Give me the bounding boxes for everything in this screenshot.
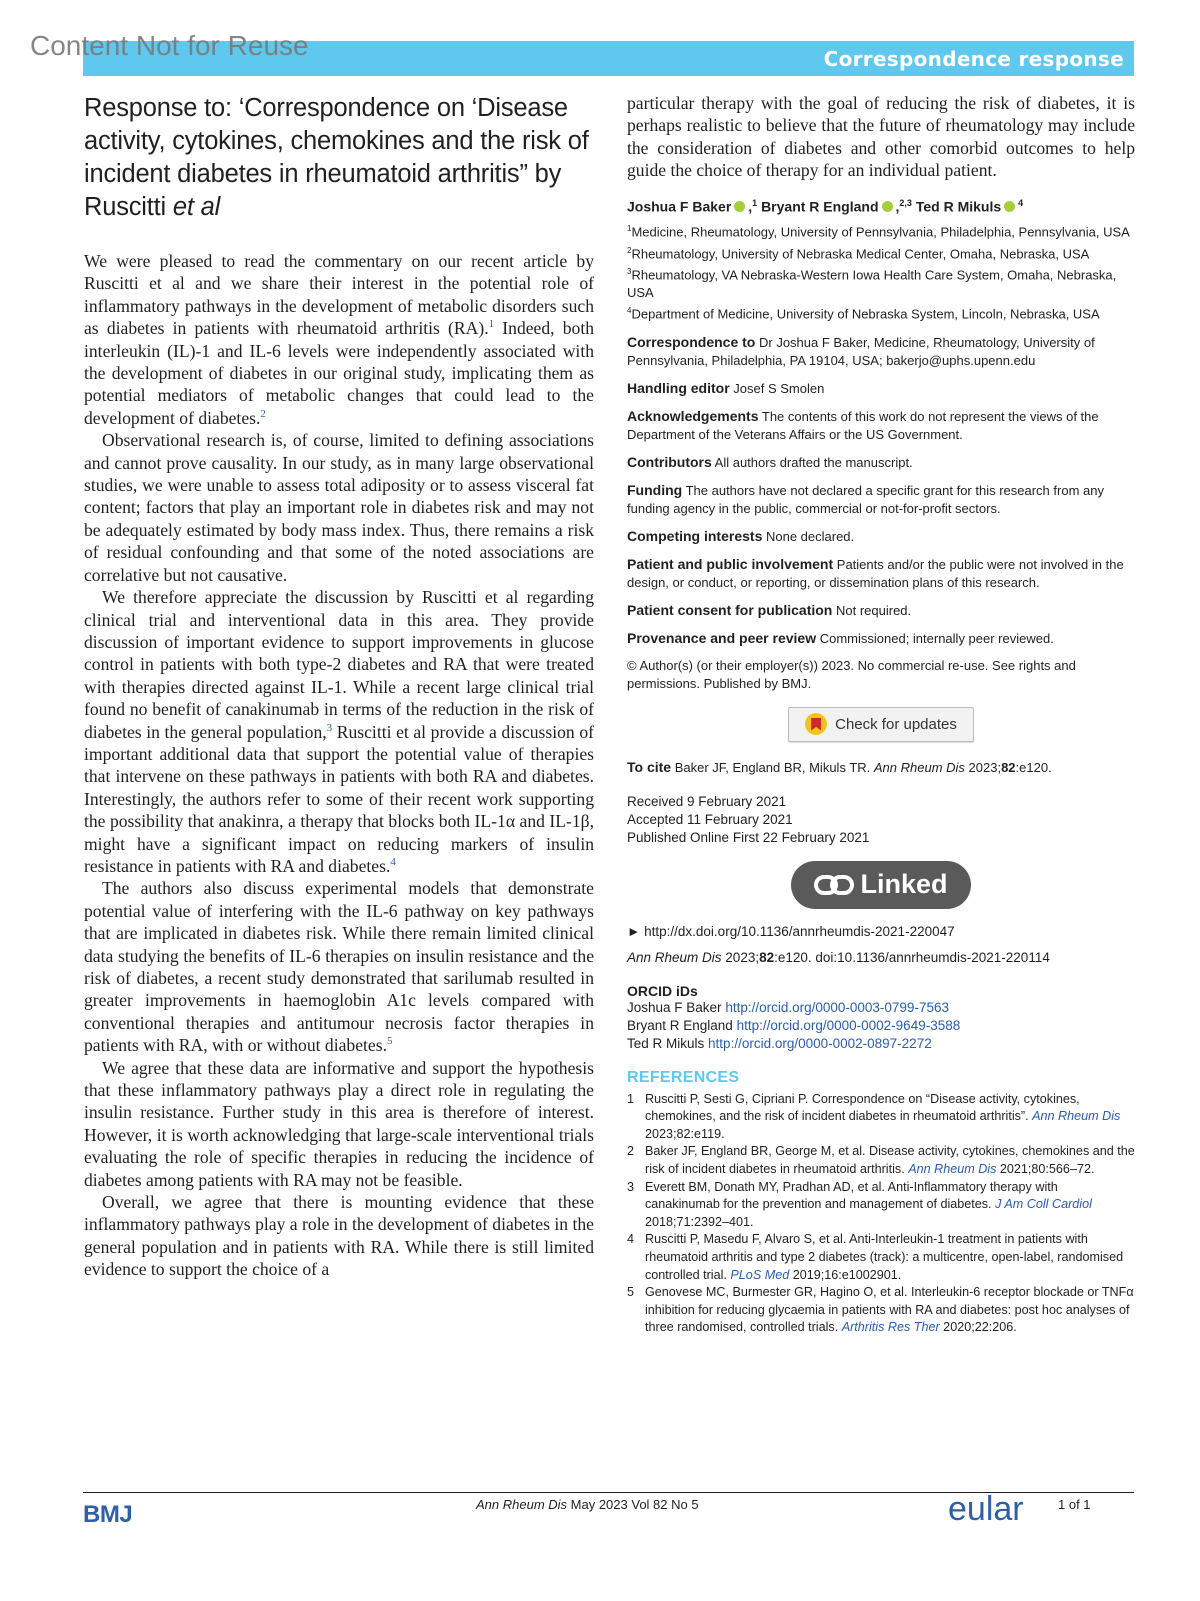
patient-public-involvement <box>627 555 1135 592</box>
orcid-entry <box>627 1035 1135 1053</box>
paragraph-3 <box>84 586 594 877</box>
published-date: Published Online First 22 February 2021 <box>627 829 870 845</box>
doi-year: 2023; <box>721 949 760 965</box>
orcid-icon[interactable] <box>882 201 893 212</box>
triangle-right-icon: ► <box>627 923 641 939</box>
affil-text: Medicine, Rheumatology, University of Pennsylvania, Philadelphia, Pennsylvania, USA <box>631 224 1130 240</box>
patient-consent <box>627 601 1135 620</box>
ref-link-4[interactable]: 4 <box>390 856 396 869</box>
affiliation <box>627 302 1135 323</box>
meta-value: Dr Joshua F Baker, Medicine, Rheumatology, University of Pennsylvania, Philadelphia, PA 19104, USA; bakerjo@uphs.upenn.edu <box>627 334 1095 368</box>
affil-text: Rheumatology, University of Nebraska Medical Center, Omaha, Nebraska, USA <box>631 245 1090 261</box>
paragraph-6: Overall, we agree that there is mounting evidence that these inflammatory pathways play a role in the development of diabetes in the general population and in patients with RA. While there is still limited evidence to support the choice of a <box>84 1192 594 1280</box>
footer-journal: Ann Rheum Dis <box>476 1497 568 1512</box>
correspondence <box>627 333 1135 370</box>
reference-item <box>627 1179 1135 1232</box>
cite-page: :e120. <box>1015 759 1052 775</box>
ref-journal-link[interactable]: Ann Rheum Dis <box>908 1161 997 1176</box>
ref-body <box>645 1091 1135 1144</box>
cite-journal: Ann Rheum Dis <box>873 759 965 775</box>
ref-text: Genovese MC, Burmester GR, Hagino O, et al. Interleukin-6 receptor blockade or TNFα inhibition for reducing glycaemia in patients with RA and diabetes: post hoc analyses of three randomised, controlled trials. <box>645 1285 1134 1335</box>
article-body <box>84 250 594 1281</box>
p3-text: We therefore appreciate the discussion by Ruscitti et al regarding clinical trial and interventional data in this area. They provide discussion of important evidence to support improvements in glucose control in patients with both type-2 diabetes and RA that were treated with therapies directed against IL-1. While a recent large clinical trial found no benefit of canakinumab in terms of the reduction in the risk of diabetes in the general population, <box>84 587 594 742</box>
doi-journal: Ann Rheum Dis <box>627 949 722 965</box>
ref-link-2[interactable]: 2 <box>260 407 266 420</box>
ref-text: Ruscitti P, Sesti G, Cipriani P. Correspondence on “Disease activity, cytokines, chemokines, and the risk of incident diabetes in rheumatoid arthritis”. <box>645 1091 1080 1124</box>
cite-year: 2023; <box>964 759 1002 775</box>
ref-tail: 2020;22:206. <box>939 1320 1017 1335</box>
meta-value: The contents of this work do not represent the views of the Department of the Veterans Affairs or the US Government. <box>627 408 1099 442</box>
linked-doi-url[interactable]: http://dx.doi.org/10.1136/annrheumdis-2021-220047 <box>644 923 955 939</box>
title-text: Response to: ‘Correspondence on ‘Disease activity, cytokines, chemokines and the risk of incident diabetes in rheumatoid arthritis” by Ruscitti <box>84 94 589 221</box>
author-name: Joshua F Baker <box>627 198 732 215</box>
affil-sup: 3 <box>627 266 632 276</box>
to-cite <box>627 758 1135 777</box>
reference-list <box>627 1091 1135 1337</box>
meta-label: To cite <box>627 758 672 775</box>
meta-value: Patients and/or the public were not involved in the design, or conduct, or reporting, or dissemination plans of this research. <box>627 556 1124 590</box>
p1-text: We were pleased to read the commentary on our recent article by Ruscitti et al and we share their interest in the potential role of inflammatory pathways in the development of metabolic disorders such as diabetes in patients with rheumatoid arthritis (RA). <box>84 251 594 339</box>
eular-logo: eular <box>948 1490 1024 1528</box>
meta-value: None declared. <box>765 528 855 544</box>
references-heading: REFERENCES <box>627 1068 740 1086</box>
orcid-link[interactable]: http://orcid.org/0000-0002-0897-2272 <box>708 1035 932 1051</box>
orcid-link[interactable]: http://orcid.org/0000-0003-0799-7563 <box>725 999 949 1015</box>
watermark: Content Not for Reuse <box>30 30 309 61</box>
reference-item <box>627 1143 1135 1178</box>
ref-tail: 2018;71:2392–401. <box>645 1214 754 1229</box>
ref-link-3[interactable]: 3 <box>326 721 333 734</box>
meta-label: Acknowledgements <box>627 407 759 424</box>
author-name: Bryant R England <box>761 198 879 215</box>
bmj-logo: BMJ <box>83 1501 133 1528</box>
affiliation <box>627 263 1135 302</box>
author-name: Ted R Mikuls <box>915 198 1002 215</box>
p1b-text: Indeed, both interleukin (IL)-1 and IL-6 levels were independently associated with the development of diabetes in our original study, implicating them as potential mediators of metabolic changes that could lead to the development of diabetes. <box>84 318 594 428</box>
ref-num: 2 <box>627 1144 635 1159</box>
article-dates <box>627 793 1135 847</box>
ref-tail: 2021;80:566–72. <box>996 1161 1095 1176</box>
p4-text: The authors also discuss experimental models that demonstrate potential value of interfering with the IL-6 pathway on key pathways that are implicated in diabetes risk. While there remain limited clinical data studying the benefits of IL-6 therapies on insulin resistance and the risk of diabetes, a recent study demonstrated that sarilumab resulted in greater improvements in haemoglobin A1c levels compared with conventional therapies and antitumour necrosis factor therapies in patients with RA, with or without diabetes. <box>84 878 594 1056</box>
ref-tail: 2023;82:e119. <box>645 1126 725 1141</box>
affiliation <box>627 220 1135 241</box>
linked-label: Linked <box>860 869 948 900</box>
continued-text <box>627 92 1135 182</box>
affil-sup: 1 <box>627 224 632 234</box>
ref-journal-link[interactable]: Ann Rheum Dis <box>1032 1109 1121 1124</box>
orcid-heading: ORCID iDs <box>627 982 698 999</box>
acknowledgements <box>627 407 1135 444</box>
cite-volume: 82 <box>1001 759 1016 775</box>
check-for-updates-button[interactable] <box>788 707 974 742</box>
meta-label: Contributors <box>627 453 712 470</box>
meta-label: Competing interests <box>627 527 763 544</box>
author-affil-sup: 4 <box>1018 197 1024 208</box>
linked-doi[interactable] <box>627 923 1135 941</box>
competing-interests <box>627 527 1135 546</box>
meta-label: Patient consent for publication <box>627 601 833 618</box>
doi-rest: :e120. doi:10.1136/annrheumdis-2021-220114 <box>774 949 1050 965</box>
article-title <box>84 92 594 224</box>
meta-value: Not required. <box>835 602 912 618</box>
p3b-text: Ruscitti et al provide a discussion of important additional data that support the potential value of therapies that intervene on these pathways in patients with both RA and diabetes. Interestingly, the authors refer to some of their recent work supporting the possibility that anakinra, a therapy that blocks both IL-1α and IL-1β, might have a significant impact on reducing markers of insulin resistance in patients with RA and diabetes. <box>84 721 594 876</box>
section-label: Correspondence response <box>823 47 1124 71</box>
doi-citation <box>627 949 1135 967</box>
ref-body <box>645 1284 1135 1337</box>
handling-editor <box>627 379 1135 398</box>
footer-issue: May 2023 Vol 82 No 5 <box>567 1497 699 1512</box>
affil-sup: 4 <box>627 306 632 316</box>
reference-item <box>627 1091 1135 1144</box>
orcid-entry <box>627 999 1135 1017</box>
ref-body <box>645 1179 1135 1232</box>
copyright: © Author(s) (or their employer(s)) 2023. No commercial re-use. See rights and permissions. Published by BMJ. <box>627 657 1076 691</box>
ref-text: Ruscitti P, Masedu F, Alvaro S, et al. Anti-Interleukin-1 treatment in patients with rheumatoid arthritis and type 2 diabetes (track): a multicentre, open-label, randomised controlled trial. <box>645 1232 1124 1282</box>
paragraph-2: Observational research is, of course, limited to defining associations and cannot prove causality. In our study, as in many large observational studies, we were unable to assess total adiposity or to assess visceral fat content; factors that play an important role in diabetes risk and may not be adequately estimated by body mass index. Thus, there remains a risk of residual confounding and that some of the noted associations are correlative but not causative. <box>84 430 594 585</box>
journal-issue <box>476 1497 699 1512</box>
received-date: Received 9 February 2021 <box>627 793 787 809</box>
cite-text: Baker JF, England BR, Mikuls TR. <box>674 759 874 775</box>
paragraph-1 <box>84 250 594 429</box>
orcid-link[interactable]: http://orcid.org/0000-0002-9649-3588 <box>736 1017 961 1033</box>
ref-tail: 2019;16:e1002901. <box>789 1267 902 1282</box>
orcid-icon[interactable] <box>734 201 745 212</box>
affiliations <box>627 220 1135 323</box>
meta-label: Correspondence to <box>627 333 756 350</box>
orcid-name: Ted R Mikuls <box>627 1035 705 1051</box>
orcid-entry <box>627 1017 1135 1035</box>
meta-value: All authors drafted the manuscript. <box>714 454 913 470</box>
meta-label: Handling editor <box>627 379 730 396</box>
meta-label: Provenance and peer review <box>627 629 817 646</box>
meta-value: Josef S Smolen <box>733 380 825 396</box>
right-column <box>627 92 1135 1337</box>
meta-value: The authors have not declared a specific grant for this research from any funding agency in the public, commercial or not-for-profit sectors. <box>627 482 1104 516</box>
paragraph-4 <box>84 877 594 1056</box>
meta-label: Patient and public involvement <box>627 555 834 572</box>
reference-item <box>627 1284 1135 1337</box>
orcid-icon[interactable] <box>1004 201 1015 212</box>
provenance <box>627 629 1135 648</box>
doi-volume: 82 <box>759 949 775 965</box>
title-italic: et al <box>172 193 221 221</box>
paragraph-5: We agree that these data are informative and support the hypothesis that these inflammatory pathways play a direct role in regulating the insulin resistance. Further study in this area is therefore of interest. However, it is worth acknowledging that large-scale interventional trials evaluating the role of specific therapies in reducing the incidence of diabetes among patients with RA may not be feasible. <box>84 1057 594 1190</box>
author-list: Joshua F Baker ,$^1$ Bryant R England ,$^{2,3}$ Ted R Mikuls $^4$ <box>627 197 1024 215</box>
left-column <box>84 92 594 1281</box>
page-number: 1 of 1 <box>1058 1497 1091 1512</box>
ref-num: 3 <box>627 1179 635 1194</box>
author-affil-sup: 2,3 <box>899 197 912 208</box>
ref-text: Baker JF, England BR, George M, et al. Disease activity, cytokines, chemokines and the risk of incident diabetes in rheumatoid arthritis. <box>645 1144 1135 1176</box>
accepted-date: Accepted 11 February 2021 <box>627 811 793 827</box>
ref-journal-link[interactable]: Arthritis Res Ther <box>841 1320 940 1335</box>
check-updates-label: Check for updates <box>835 715 957 733</box>
ref-num: 5 <box>627 1285 635 1300</box>
author-affil-sup: 1 <box>752 197 758 208</box>
ref-journal-link[interactable]: PLoS Med <box>730 1267 790 1282</box>
link-icon <box>814 875 854 895</box>
ref-link-1[interactable]: 1 <box>488 318 495 331</box>
meta-value: Commissioned; internally peer reviewed. <box>819 630 1054 646</box>
ref-link-5[interactable]: 5 <box>386 1035 393 1048</box>
linked-badge[interactable] <box>791 861 971 909</box>
affil-text: Rheumatology, VA Nebraska-Western Iowa Health Care System, Omaha, Nebraska, USA <box>627 267 1117 301</box>
meta-label: Funding <box>627 481 683 498</box>
contributors <box>627 453 1135 472</box>
bookmark-icon <box>805 713 827 735</box>
orcid-name: Bryant R England <box>627 1017 733 1033</box>
affiliation <box>627 242 1135 263</box>
ref-text: Everett BM, Donath MY, Pradhan AD, et al. Anti-Inflammatory therapy with canakinumab for the prevention and management of diabetes. <box>645 1179 1058 1212</box>
ref-journal-link[interactable]: J Am Coll Cardiol <box>995 1197 1092 1212</box>
ref-body <box>645 1143 1135 1178</box>
ref-body <box>645 1231 1135 1284</box>
reference-item <box>627 1231 1135 1284</box>
paragraph-6-continued: particular therapy with the goal of reducing the risk of diabetes, it is perhaps realistic to believe that the future of rheumatology may include the consideration of diabetes and other comorbid outcomes to help guide the choice of therapy for an individual patient. <box>627 93 1135 181</box>
affil-sup: 2 <box>627 245 632 255</box>
orcid-name: Joshua F Baker <box>627 999 722 1015</box>
ref-num: 4 <box>627 1232 635 1247</box>
ref-num: 1 <box>627 1091 635 1106</box>
funding <box>627 481 1135 518</box>
affil-text: Department of Medicine, University of Nebraska System, Lincoln, Nebraska, USA <box>631 306 1100 322</box>
